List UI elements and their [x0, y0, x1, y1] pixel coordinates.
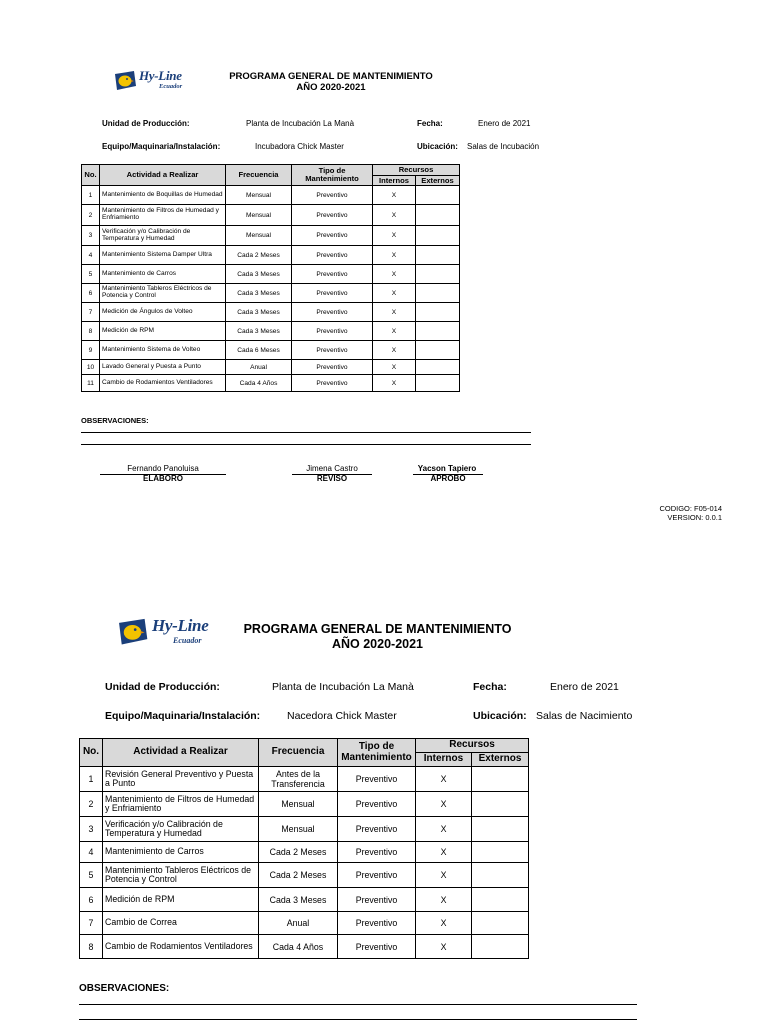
fecha-value: Enero de 2021	[550, 681, 619, 693]
row-externos	[472, 863, 529, 888]
row-frequency: Cada 4 Años	[259, 935, 338, 959]
row-activity: Lavado General y Puesta a Punto	[100, 360, 226, 375]
row-type: Preventivo	[292, 186, 373, 205]
row-number: 9	[82, 341, 100, 360]
row-activity: Mantenimiento de Carros	[103, 842, 259, 863]
table-row	[82, 322, 460, 341]
row-number: 5	[82, 265, 100, 284]
row-number: 1	[82, 186, 100, 205]
row-activity: Revisión General Preventivo y Puesta a Punto	[103, 767, 259, 792]
header-frecuencia: Frecuencia	[259, 739, 338, 767]
row-activity: Mantenimiento Sistema Damper Ultra	[100, 246, 226, 265]
row-type: Preventivo	[292, 303, 373, 322]
row-activity: Mantenimiento de Filtros de Humedad y Enfriamiento	[103, 792, 259, 817]
row-frequency: Cada 3 Meses	[226, 322, 292, 341]
row-type: Preventivo	[338, 912, 416, 935]
table-row	[80, 888, 529, 912]
row-internos: X	[373, 303, 416, 322]
row-type: Preventivo	[292, 284, 373, 303]
table-row	[82, 341, 460, 360]
table-row	[82, 205, 460, 226]
row-frequency: Antes de la Transferencia	[259, 767, 338, 792]
logo-sub-text: Ecuador	[159, 83, 183, 90]
row-externos	[472, 888, 529, 912]
row-activity: Mantenimiento Sistema de Volteo	[100, 341, 226, 360]
row-externos	[416, 360, 460, 375]
row-activity: Cambio de Rodamientos Ventiladores	[103, 935, 259, 959]
row-internos: X	[373, 341, 416, 360]
row-activity: Medición de RPM	[100, 322, 226, 341]
row-type: Preventivo	[338, 767, 416, 792]
row-number: 2	[80, 792, 103, 817]
header-recursos: Recursos	[416, 739, 529, 753]
row-number: 6	[80, 888, 103, 912]
row-frequency: Cada 3 Meses	[226, 303, 292, 322]
row-type: Preventivo	[292, 246, 373, 265]
header-externos: Externos	[416, 176, 460, 186]
row-number: 3	[82, 226, 100, 246]
row-externos	[472, 842, 529, 863]
row-activity: Verificación y/o Calibración de Temperatura y Humedad	[103, 817, 259, 842]
table-row	[82, 265, 460, 284]
unidad-label: Unidad de Producción:	[105, 681, 220, 693]
hy-line-logo	[115, 616, 209, 646]
row-externos	[416, 186, 460, 205]
row-externos	[472, 792, 529, 817]
hy-line-logo	[112, 68, 183, 91]
title-line-1: PROGRAMA GENERAL DE MANTENIMIENTO	[243, 622, 512, 636]
row-type: Preventivo	[338, 935, 416, 959]
row-frequency: Anual	[259, 912, 338, 935]
title-line-1: PROGRAMA GENERAL DE MANTENIMIENTO	[229, 71, 433, 82]
row-internos: X	[416, 817, 472, 842]
header-actividad: Actividad a Realizar	[100, 165, 226, 186]
row-number: 4	[80, 842, 103, 863]
header-no: No.	[80, 739, 103, 767]
equipo-label: Equipo/Maquinaria/Instalación:	[102, 142, 221, 151]
document-code: CODIGO: F05-014	[659, 504, 722, 513]
row-activity: Mantenimiento Tableros Eléctricos de Potencia y Control	[100, 284, 226, 303]
row-frequency: Cada 4 Años	[226, 375, 292, 392]
fecha-label: Fecha:	[417, 119, 443, 128]
title-line-2: AÑO 2020-2021	[296, 82, 366, 93]
maintenance-table	[81, 164, 460, 392]
row-type: Preventivo	[338, 842, 416, 863]
page-title	[200, 71, 462, 93]
ubicacion-value: Salas de Incubación	[467, 142, 540, 151]
row-frequency: Mensual	[226, 205, 292, 226]
row-frequency: Cada 3 Meses	[226, 284, 292, 303]
row-type: Preventivo	[292, 341, 373, 360]
header-internos: Internos	[416, 753, 472, 767]
row-internos: X	[373, 284, 416, 303]
row-number: 5	[80, 863, 103, 888]
row-externos	[472, 935, 529, 959]
row-internos: X	[373, 205, 416, 226]
signature-aprobo-role: APROBO	[430, 474, 466, 483]
row-activity: Mantenimiento Tableros Eléctricos de Potencia y Control	[103, 863, 259, 888]
header-internos: Internos	[373, 176, 416, 186]
row-frequency: Cada 2 Meses	[226, 246, 292, 265]
row-frequency: Mensual	[259, 792, 338, 817]
row-type: Preventivo	[292, 322, 373, 341]
row-internos: X	[416, 863, 472, 888]
row-number: 6	[82, 284, 100, 303]
row-type: Preventivo	[292, 226, 373, 246]
table-row	[80, 912, 529, 935]
row-internos: X	[373, 265, 416, 284]
row-internos: X	[416, 842, 472, 863]
table-row	[80, 792, 529, 817]
row-number: 10	[82, 360, 100, 375]
table-row	[82, 360, 460, 375]
row-internos: X	[416, 792, 472, 817]
row-number: 7	[82, 303, 100, 322]
maintenance-table	[79, 738, 529, 959]
row-type: Preventivo	[338, 863, 416, 888]
row-externos	[416, 265, 460, 284]
row-frequency: Mensual	[226, 226, 292, 246]
row-activity: Mantenimiento de Filtros de Humedad y Enfriamiento	[100, 205, 226, 226]
row-type: Preventivo	[292, 360, 373, 375]
row-frequency: Cada 2 Meses	[259, 842, 338, 863]
table-row	[82, 226, 460, 246]
row-externos	[416, 284, 460, 303]
equipo-value: Incubadora Chick Master	[255, 142, 344, 151]
row-type: Preventivo	[338, 888, 416, 912]
row-internos: X	[416, 935, 472, 959]
row-internos: X	[373, 186, 416, 205]
row-externos	[416, 375, 460, 392]
row-activity: Cambio de Rodamientos Ventiladores	[100, 375, 226, 392]
row-type: Preventivo	[292, 265, 373, 284]
logo-brand-text: Hy-Line	[152, 616, 209, 635]
observaciones-line	[81, 444, 531, 445]
signature-reviso-role: REVISO	[316, 474, 348, 483]
signature-reviso-name: Jimena Castro	[306, 464, 358, 473]
header-tipo: Tipo de Mantenimiento	[292, 165, 373, 186]
table-row	[80, 863, 529, 888]
observaciones-label: OBSERVACIONES:	[81, 416, 149, 425]
row-internos: X	[416, 912, 472, 935]
title-line-2: AÑO 2020-2021	[331, 637, 424, 651]
signature-aprobo-name: Yacson Tapiero	[417, 464, 477, 473]
row-internos: X	[416, 888, 472, 912]
row-activity: Medición de RPM	[103, 888, 259, 912]
signature-elaboro-role: ELABORO	[143, 474, 183, 483]
header-recursos: Recursos	[373, 165, 460, 176]
row-frequency: Mensual	[259, 817, 338, 842]
row-type: Preventivo	[338, 792, 416, 817]
row-number: 8	[80, 935, 103, 959]
row-externos	[472, 912, 529, 935]
page-title	[230, 622, 525, 651]
logo-sub-text: Ecuador	[173, 636, 202, 645]
table-row	[82, 375, 460, 392]
observaciones-line	[79, 1004, 637, 1005]
row-frequency: Cada 6 Meses	[226, 341, 292, 360]
header-externos: Externos	[472, 753, 529, 767]
row-number: 8	[82, 322, 100, 341]
equipo-value: Nacedora Chick Master	[287, 710, 397, 722]
row-frequency: Anual	[226, 360, 292, 375]
row-number: 4	[82, 246, 100, 265]
ubicacion-label: Ubicación:	[417, 142, 458, 151]
unidad-value: Planta de Incubación La Manà	[246, 119, 355, 128]
row-externos	[472, 767, 529, 792]
row-externos	[416, 226, 460, 246]
row-activity: Mantenimiento de Boquillas de Humedad	[100, 186, 226, 205]
row-externos	[416, 303, 460, 322]
row-frequency: Mensual	[226, 186, 292, 205]
header-frecuencia: Frecuencia	[226, 165, 292, 186]
signature-elaboro-name: Fernando Panoluisa	[127, 464, 199, 473]
row-internos: X	[373, 360, 416, 375]
row-type: Preventivo	[292, 375, 373, 392]
observaciones-line	[81, 432, 531, 433]
row-externos	[416, 205, 460, 226]
row-internos: X	[373, 322, 416, 341]
observaciones-label: OBSERVACIONES:	[79, 983, 170, 994]
row-externos	[416, 341, 460, 360]
unidad-label: Unidad de Producción:	[102, 119, 190, 128]
row-externos	[416, 322, 460, 341]
table-row	[82, 246, 460, 265]
ubicacion-value: Salas de Nacimiento	[536, 710, 633, 722]
fecha-label: Fecha:	[473, 681, 507, 693]
table-row	[82, 303, 460, 322]
header-no: No.	[82, 165, 100, 186]
row-number: 2	[82, 205, 100, 226]
ubicacion-label: Ubicación:	[473, 710, 527, 722]
row-externos	[472, 817, 529, 842]
row-number: 7	[80, 912, 103, 935]
header-actividad: Actividad a Realizar	[103, 739, 259, 767]
chick-icon	[112, 69, 138, 91]
fecha-value: Enero de 2021	[478, 119, 531, 128]
unidad-value: Planta de Incubación La Manà	[272, 681, 414, 693]
row-frequency: Cada 2 Meses	[259, 863, 338, 888]
row-activity: Mantenimiento de Carros	[100, 265, 226, 284]
table-row	[80, 842, 529, 863]
document-version: VERSION: 0.0.1	[667, 513, 722, 522]
table-row	[82, 186, 460, 205]
row-number: 11	[82, 375, 100, 392]
table-row	[80, 817, 529, 842]
row-type: Preventivo	[338, 817, 416, 842]
row-frequency: Cada 3 Meses	[259, 888, 338, 912]
row-number: 3	[80, 817, 103, 842]
row-externos	[416, 246, 460, 265]
table-row	[82, 284, 460, 303]
chick-icon	[115, 616, 150, 646]
row-internos: X	[416, 767, 472, 792]
row-frequency: Cada 3 Meses	[226, 265, 292, 284]
table-row	[80, 767, 529, 792]
observaciones-line	[79, 1019, 637, 1020]
table-row	[80, 935, 529, 959]
row-activity: Verificación y/o Calibración de Temperatura y Humedad	[100, 226, 226, 246]
header-tipo: Tipo de Mantenimiento	[338, 739, 416, 767]
logo-brand-text: Hy-Line	[139, 68, 182, 83]
row-type: Preventivo	[292, 205, 373, 226]
equipo-label: Equipo/Maquinaria/Instalación:	[105, 710, 261, 722]
row-activity: Medición de Ángulos de Volteo	[100, 303, 226, 322]
row-activity: Cambio de Correa	[103, 912, 259, 935]
row-internos: X	[373, 246, 416, 265]
row-number: 1	[80, 767, 103, 792]
row-internos: X	[373, 375, 416, 392]
row-internos: X	[373, 226, 416, 246]
